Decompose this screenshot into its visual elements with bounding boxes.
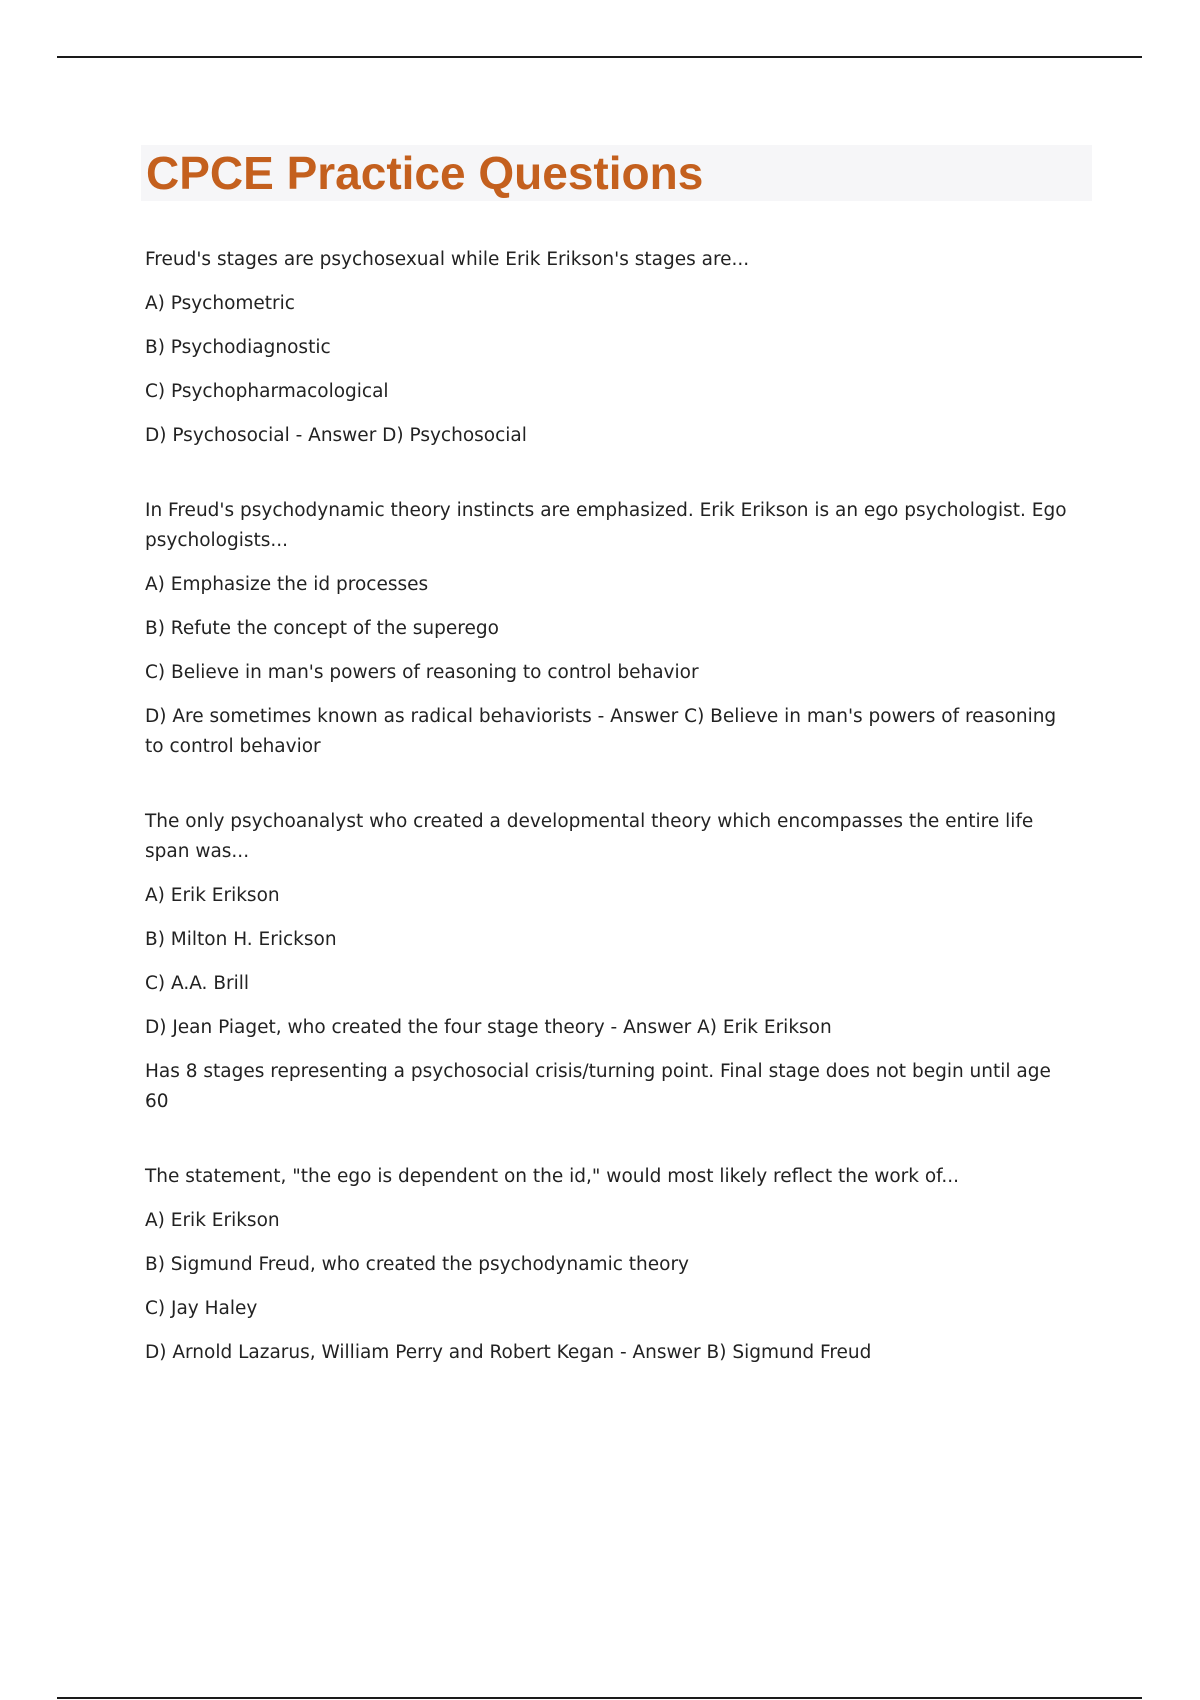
question-prompt: Freud's stages are psychosexual while Erik Erikson's stages are... [145,249,750,270]
question-block [145,496,1070,762]
answer-option: A) Erik Erikson [145,1210,280,1231]
question-note: Has 8 stages representing a psychosocial crisis/turning point. Final stage does not begin until age 60 [145,1061,1051,1112]
answer-option: A) Erik Erikson [145,885,280,906]
question-prompt: The only psychoanalyst who created a developmental theory which encompasses the entire life span was... [145,811,1034,862]
answer-option: C) Believe in man's powers of reasoning to control behavior [145,662,699,683]
answer-option: B) Milton H. Erickson [145,929,337,950]
footer-rule [57,1697,1142,1699]
question-list [145,245,1070,1413]
answer-option: C) Psychopharmacological [145,381,389,402]
question-block [145,245,1070,451]
question-prompt: The statement, "the ego is dependent on the id," would most likely reflect the work of... [145,1166,959,1187]
answer-option: D) Psychosocial - Answer D) Psychosocial [145,425,527,446]
answer-option: D) Arnold Lazarus, William Perry and Robert Kegan - Answer B) Sigmund Freud [145,1342,872,1363]
answer-option: B) Refute the concept of the superego [145,618,499,639]
header-rule [57,56,1142,58]
answer-option: D) Are sometimes known as radical behaviorists - Answer C) Believe in man's powers of reasoning to control behavior [145,706,1057,757]
page-title: CPCE Practice Questions [146,147,704,199]
answer-option: C) A.A. Brill [145,973,250,994]
answer-option: B) Sigmund Freud, who created the psychodynamic theory [145,1254,690,1275]
answer-option: C) Jay Haley [145,1298,258,1319]
answer-option: A) Psychometric [145,293,295,314]
answer-option: A) Emphasize the id processes [145,574,429,595]
question-block [145,1162,1070,1368]
question-prompt: In Freud's psychodynamic theory instincts are emphasized. Erik Erikson is an ego psychologist. Ego psychologists... [145,500,1067,551]
question-block [145,807,1070,1117]
answer-option: B) Psychodiagnostic [145,337,331,358]
answer-option: D) Jean Piaget, who created the four stage theory - Answer A) Erik Erikson [145,1017,832,1038]
